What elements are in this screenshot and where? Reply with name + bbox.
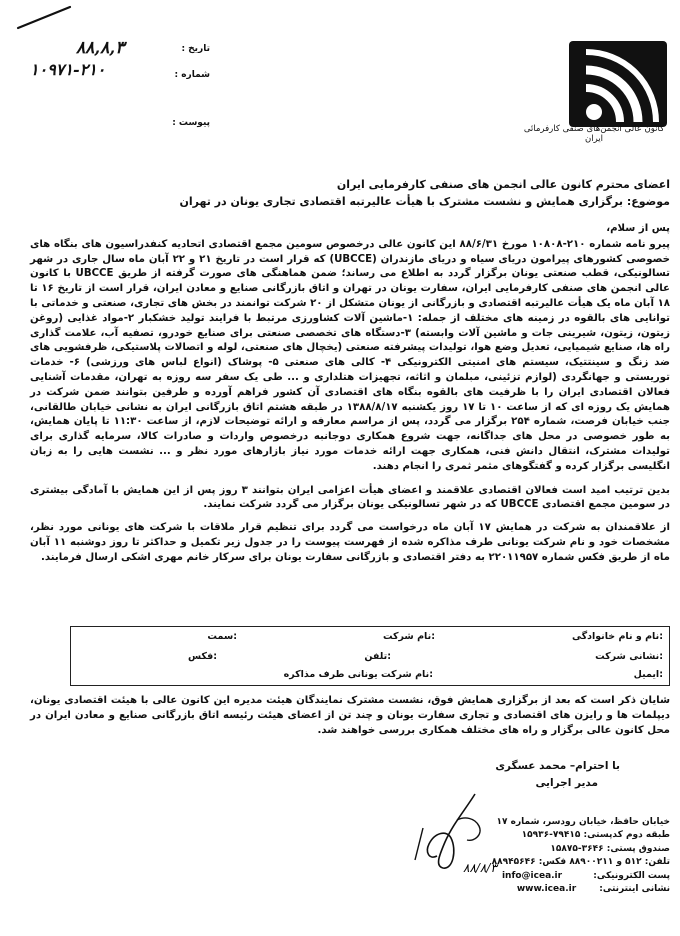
body-paragraph-3: از علاقمندان به شرکت در همایش ۱۷ آبان ماه درخواست می گردد برای تنظیم قرار ملاقات با شرکت های یونانی مورد نظر، مشخصات خود و نام شرکت یونانی طرف مذاکره شده از فهرست پیوست را در جدول زیر تکمیل و حداکثر تا روز دوشنبه ۱۱ آبان ماه از طریق فکس شماره ۲۲۰۱۱۹۵۷ به دفتر اقتصادی و بازرگانی سفارت یونان برای سرکار خانم مهری اشکی ارسال فرمایند. bbox=[30, 522, 670, 563]
icea-logo bbox=[566, 38, 670, 130]
address-line-1: خیابان حافظ، خیابان رودسر، شماره ۱۷ bbox=[496, 817, 670, 827]
form-name-label: نام و نام خانوادگی: bbox=[571, 631, 663, 642]
address-line-2: طبقه دوم کدپستی: ۷۹۴۱۵-۱۵۹۳۶ bbox=[521, 830, 670, 841]
email-label: پست الکترونیکی: bbox=[593, 870, 670, 881]
handwritten-date: ۸۸,۸,۳ bbox=[76, 38, 125, 58]
closing-paragraph: شایان ذکر است که بعد از برگزاری همایش فوق، نشست مشترک نمایندگان هیئت مدیره این کانون عالی با هیئت اقتصادی یونان، دیپلمات ها و رایزن های اقتصادی و تجاری سفارت یونان و چند تن از اعضای هیئت رئیسه اتاق بازرگانی صنایع و معادن ایران در محل کانون عالی برگزار و راه های مختلف همکاری بررسی خواهند شد. bbox=[30, 695, 670, 736]
email-link[interactable]: info@icea.ir bbox=[501, 870, 563, 881]
address-email-row bbox=[420, 870, 670, 883]
date-label: تاریخ : bbox=[181, 44, 210, 54]
website-link[interactable]: www.icea.ir bbox=[516, 884, 577, 895]
handwritten-number: ۱۰۹۷۱-۲۱۰ bbox=[30, 60, 106, 79]
form-fax-label: فکس: bbox=[188, 651, 217, 662]
address-website-row bbox=[420, 883, 670, 896]
address-line-3: صندوق پستی: ۳۶۴۶-۱۵۸۷۵ bbox=[550, 843, 670, 854]
greeting: پس از سلام، bbox=[606, 223, 670, 234]
website-label: نشانی اینترنتی: bbox=[599, 884, 670, 895]
form-address-label: نشانی شرکت: bbox=[595, 651, 663, 662]
signature-regards: با احترام– محمد عسگری bbox=[495, 760, 620, 772]
address-line-4: تلفن: ۵۱۲ و ۸۸۹۰۰۲۱۱ فکس: ۸۸۹۴۵۶۴۶ bbox=[491, 857, 670, 868]
footer-address bbox=[420, 816, 670, 896]
organization-name: کانون عالی انجمن‌های صنفی کارفرمائی ایران bbox=[523, 124, 665, 144]
body-paragraph-2: بدین ترتیب امید است فعالان اقتصادی علاقمند و اعضای هیأت اعزامی ایران بتوانند ۳ روز پس از این همایش با آمادگی بیشتری در سومین مجمع اقتصادی UBCCE که در شهر تسالونیکی یونان برگزار می گردد شرکت نمایند. bbox=[30, 484, 670, 511]
subject-line: موضوع: برگزاری همایش و نشست مشترک با هیأت عالیرتبه اقتصادی تجاری یونان در تهران bbox=[179, 195, 670, 208]
handwritten-slash-mark bbox=[16, 4, 72, 30]
signature-block bbox=[440, 758, 620, 792]
form-position-label: سمت: bbox=[207, 631, 237, 642]
signature-date: ۸۸/۸/۳ bbox=[463, 861, 497, 875]
form-email-label: ایمیل: bbox=[633, 669, 663, 680]
addressee-line: اعضای محترم کانون عالی انجمن های صنفی کارفرمایی ایران bbox=[336, 178, 670, 191]
letter-body bbox=[30, 222, 670, 566]
body-paragraph-1: پیرو نامه شماره ۲۱۰-۱۰۸۰۸ مورخ ۸۸/۶/۳۱ این کانون عالی درخصوص سومین مجمع اقتصادی اتحادیه کنفدراسیون های بنگاه های خصوصی کشورهای پیرامون دریای سیاه و دریای مازندران (UBCCE) که قرار است در تاریخ ۲۱ و ۲۲ آبان ماه سال جاری در شهر تسالونیکی، قطب صنعتی یونان برگزار گردد به اطلاع می رساند؛ ضمن هماهنگی های صورت گرفته از طریق UBCCE با کانون عالی انجمن های صنفی کارفرمایی ایران، سفارت یونان در تهران و اتاق بازرگانی صنایع و معادن ایران، قرار است از تاریخ ۱۶ تا ۱۸ آبان ماه یک هیأت عالیرتبه اقتصادی و بازرگانی از یونان متشکل از ۲۰ شرکت توانمند در بخش های تجاری، صنعتی و خدماتی با توانایی های بالقوه در زمینه های مختلف از جمله: ۱-ماشین آلات کشاورزی مرتبط با فرایند تولید خشکبار ۲-مواد غذایی (روغن زیتون، زیتون، شیرینی جات و ماشین آلات وابسته) ۳-دستگاه های تخصصی صنعتی برای صنایع خودرو، تصفیه آب، علامت گذاری راه ها، صنایع شیمیایی، تعدیل وضع هوا، تولیدات پیشرفته صنعتی (یخچال های صنعتی، لوله و اتصالات پلاستیکی، ظرفشویی های ضد زنگ و سینتتیک، سیستم های امنیتی الکترونیکی ۴- کالی های صنعتی ۵- پوشاک (انواع لباس های ورزشی) ۶- خدمات توریستی و جهانگردی (لوازم تزئینی، مبلمان و اثاثه، تجهیزات هتلداری و ... طی یک سفر سه روزه به تهران، مقدمات آشنایی فعالان اقتصادی ایران را با ظرفیت های بالقوه بنگاه های اقتصادی آن کشور فراهم آورده و طرفین بتوانند ضمن شرکت در همایش یک روزه ای که از ساعت ۱۰ تا ۱۷ روز یکشنبه ۱۳۸۸/۸/۱۷ در طبقه هشتم اتاق بازرگانی ایران به نشانی خیابان طالقانی، جنب خیابان فرصت، شماره ۲۵۴ برگزار می گردد، پس از مراسم معارفه و ارائه توضیحات لازم، از ساعت ۱۱:۳۰ تا پایان همایش، به طور خصوصی در محل های جداگانه، جهت شروع همکاری دوجانبه درخصوص واردات و صادرات کالا، سرمایه گذاری برای تولیدات مشترک، انتقال دانش فنی، همکاری جهت ارائه خدمات مورد نیاز بازارهای مورد نظر و ... نشست هایی را به زبان انگلیسی برگزار کرده و گفتگوهای مثمر ثمری را انجام دهند. bbox=[30, 238, 671, 472]
registration-form-box bbox=[70, 626, 670, 686]
form-greek-company-label: نام شرکت یونانی طرف مذاکره: bbox=[283, 669, 433, 680]
attachment-label: پیوست : bbox=[172, 118, 210, 128]
form-company-label: نام شرکت: bbox=[382, 631, 435, 642]
signature-title: مدیر اجرایی bbox=[535, 777, 598, 789]
number-label: شماره : bbox=[174, 70, 210, 80]
form-phone-label: تلفن: bbox=[364, 651, 391, 662]
addressee-block bbox=[140, 176, 670, 210]
